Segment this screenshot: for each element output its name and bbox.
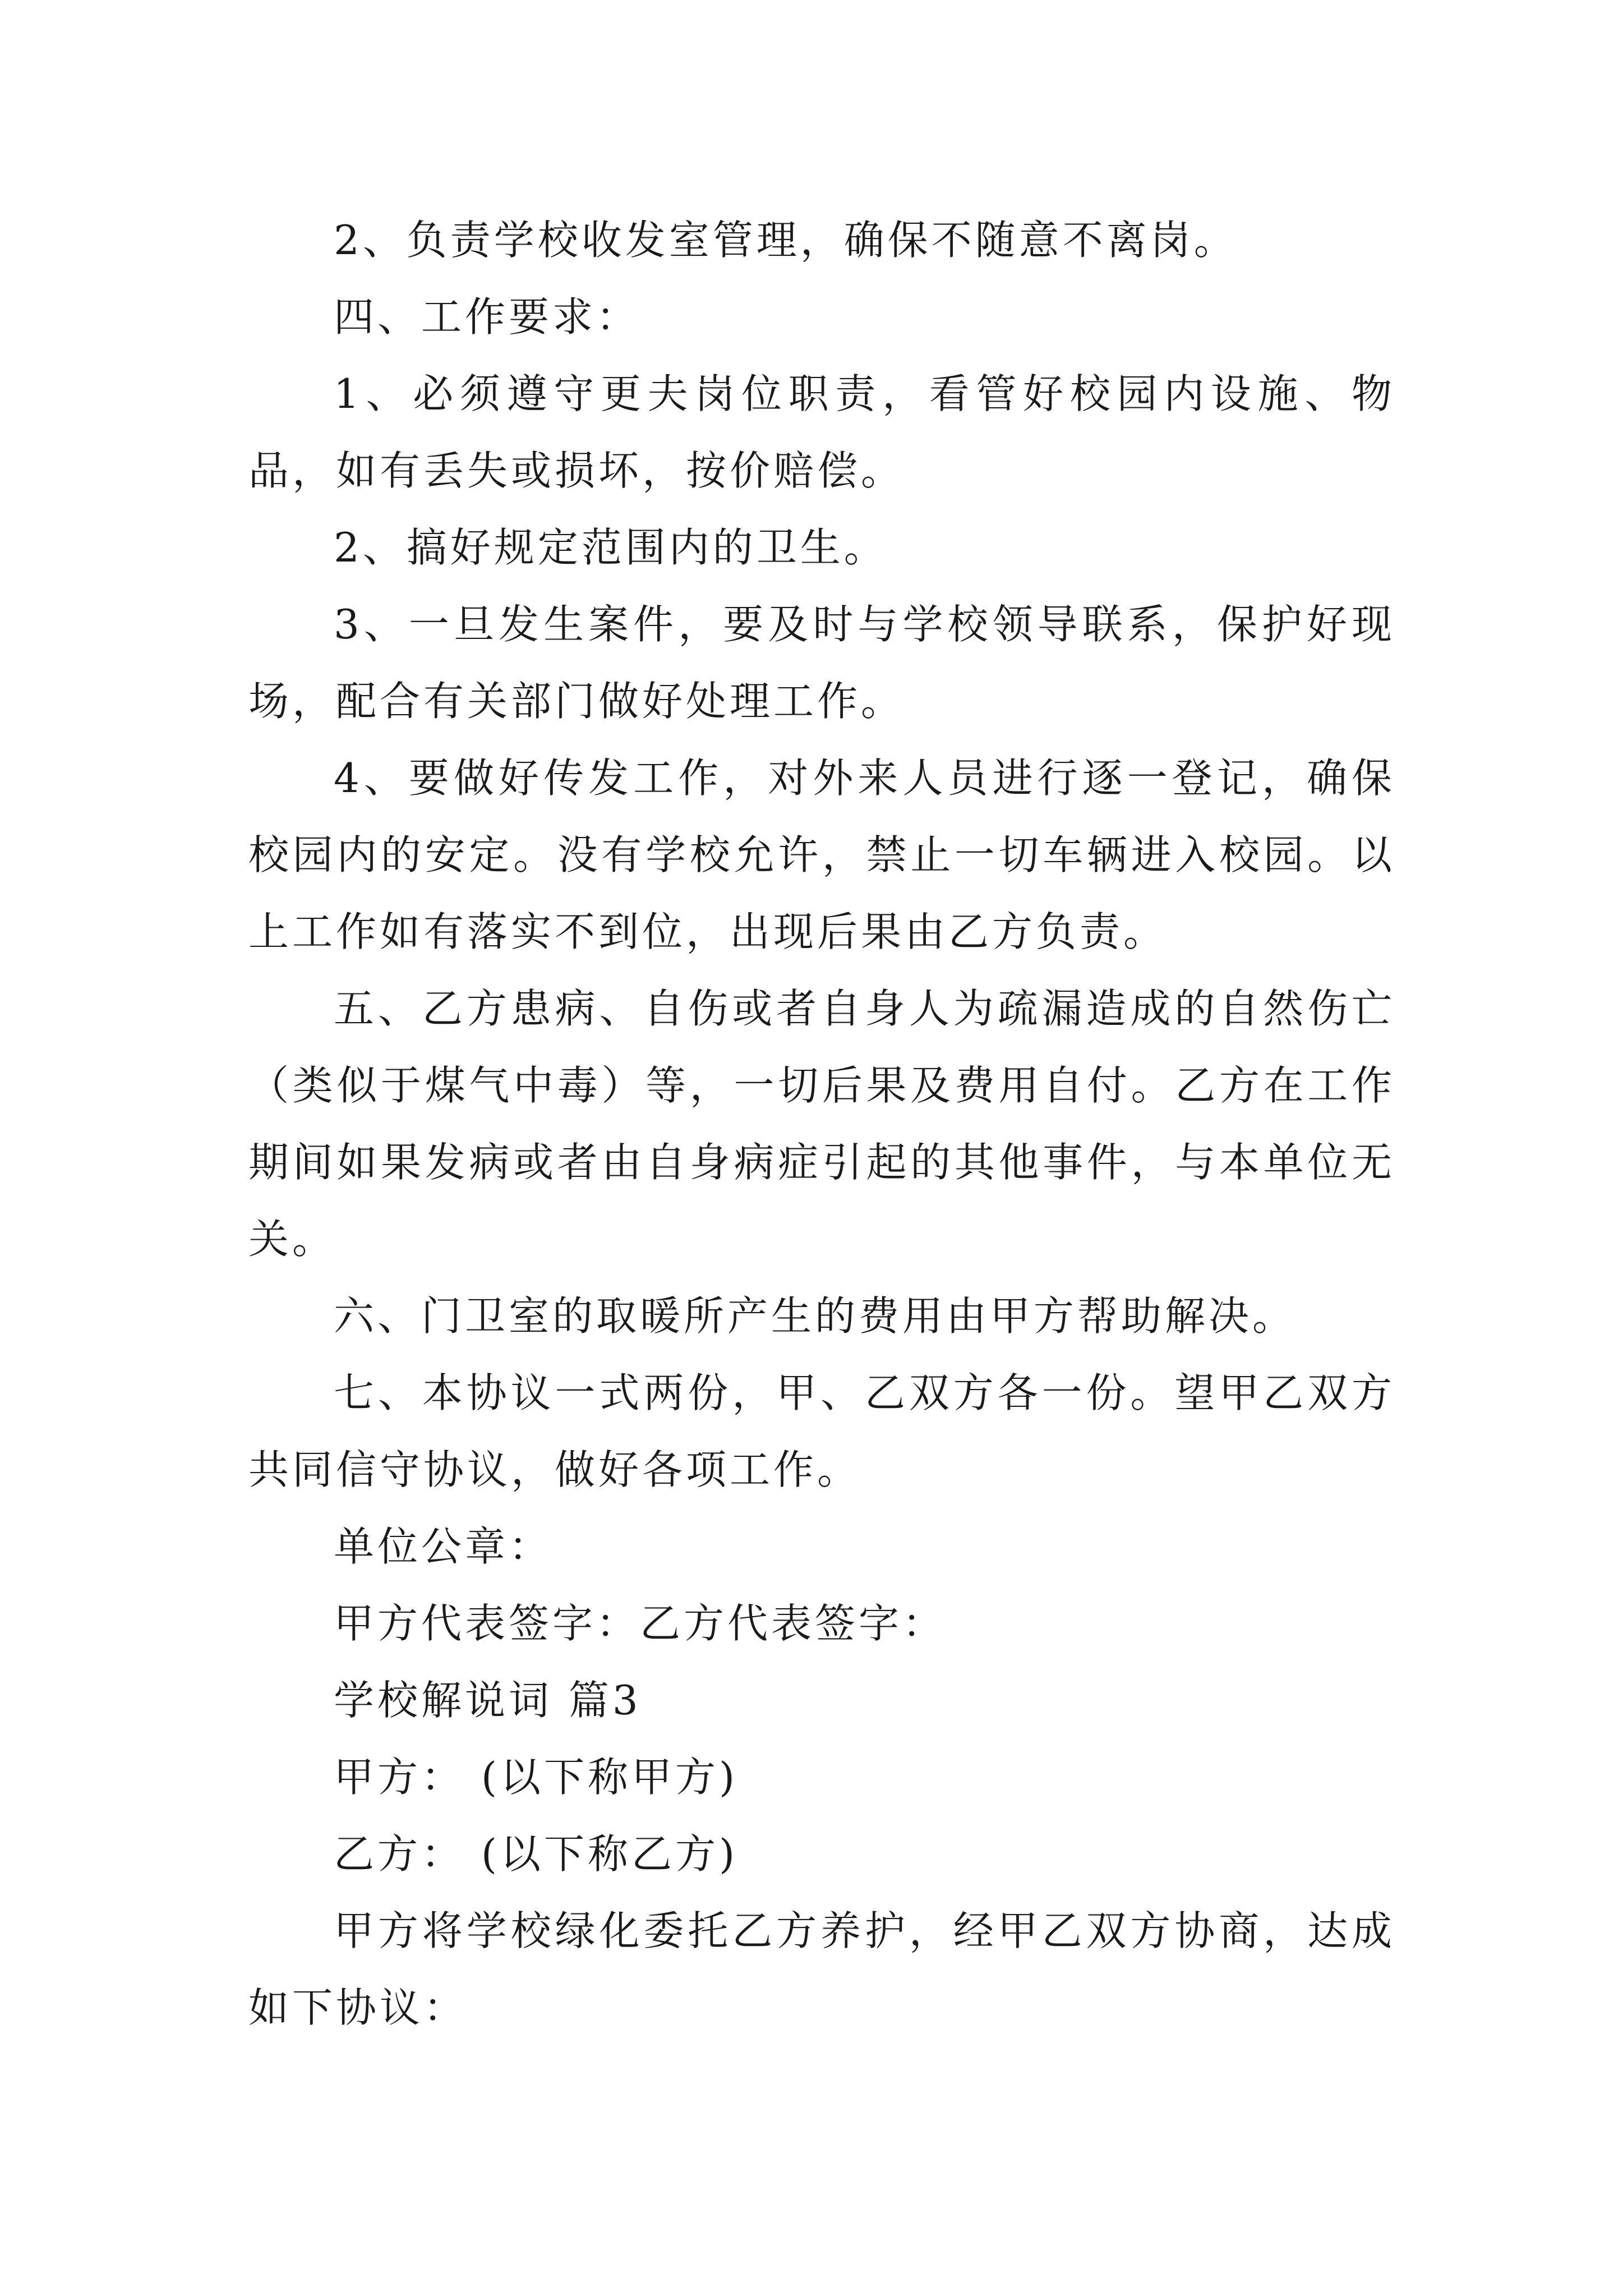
paragraph-duty-mailroom: 2、负责学校收发室管理，确保不随意不离岗。 <box>334 217 1238 264</box>
paragraph-agreement-intro: 甲方将学校绿化委托乙方养护，经甲乙双方协商，达成如下协议： <box>248 1907 1395 2031</box>
party-a-line: 甲方： (以下称甲方) <box>334 1754 739 1801</box>
paragraph-requirement-3: 3、一旦发生案件，要及时与学校领导联系，保护好现场，配合有关部门做好处理工作。 <box>248 601 1395 725</box>
paragraph-clause-5: 五、乙方患病、自伤或者自身人为疏漏造成的自然伤亡（类似于煤气中毒）等，一切后果及费用自付。乙方在工作期间如果发病或者由自身病症引起的其他事件，与本单位无关。 <box>248 985 1395 1263</box>
section-title: 学校解说词 篇3 <box>334 1677 642 1724</box>
party-b-line: 乙方： (以下称乙方) <box>334 1830 739 1878</box>
heading-work-requirements: 四、工作要求： <box>334 293 640 341</box>
paragraph-clause-6: 六、门卫室的取暖所产生的费用由甲方帮助解决。 <box>334 1292 1297 1340</box>
paragraph-requirement-2: 2、搞好规定范围内的卫生。 <box>334 524 888 571</box>
seal-label: 单位公章： <box>334 1523 553 1570</box>
paragraph-requirement-4: 4、要做好传发工作，对外来人员进行逐一登记，确保校园内的安定。没有学校允许，禁止一切车辆进入校园。以上工作如有落实不到位，出现后果由乙方负责。 <box>248 754 1395 955</box>
paragraph-requirement-1: 1、必须遵守更夫岗位职责，看管好校园内设施、物品，如有丢失或损坏，按价赔偿。 <box>248 370 1395 494</box>
document-body <box>248 202 1395 2046</box>
signature-labels: 甲方代表签字：乙方代表签字： <box>334 1600 947 1647</box>
paragraph-clause-7: 七、本协议一式两份，甲、乙双方各一份。望甲乙双方共同信守协议，做好各项工作。 <box>248 1369 1395 1493</box>
